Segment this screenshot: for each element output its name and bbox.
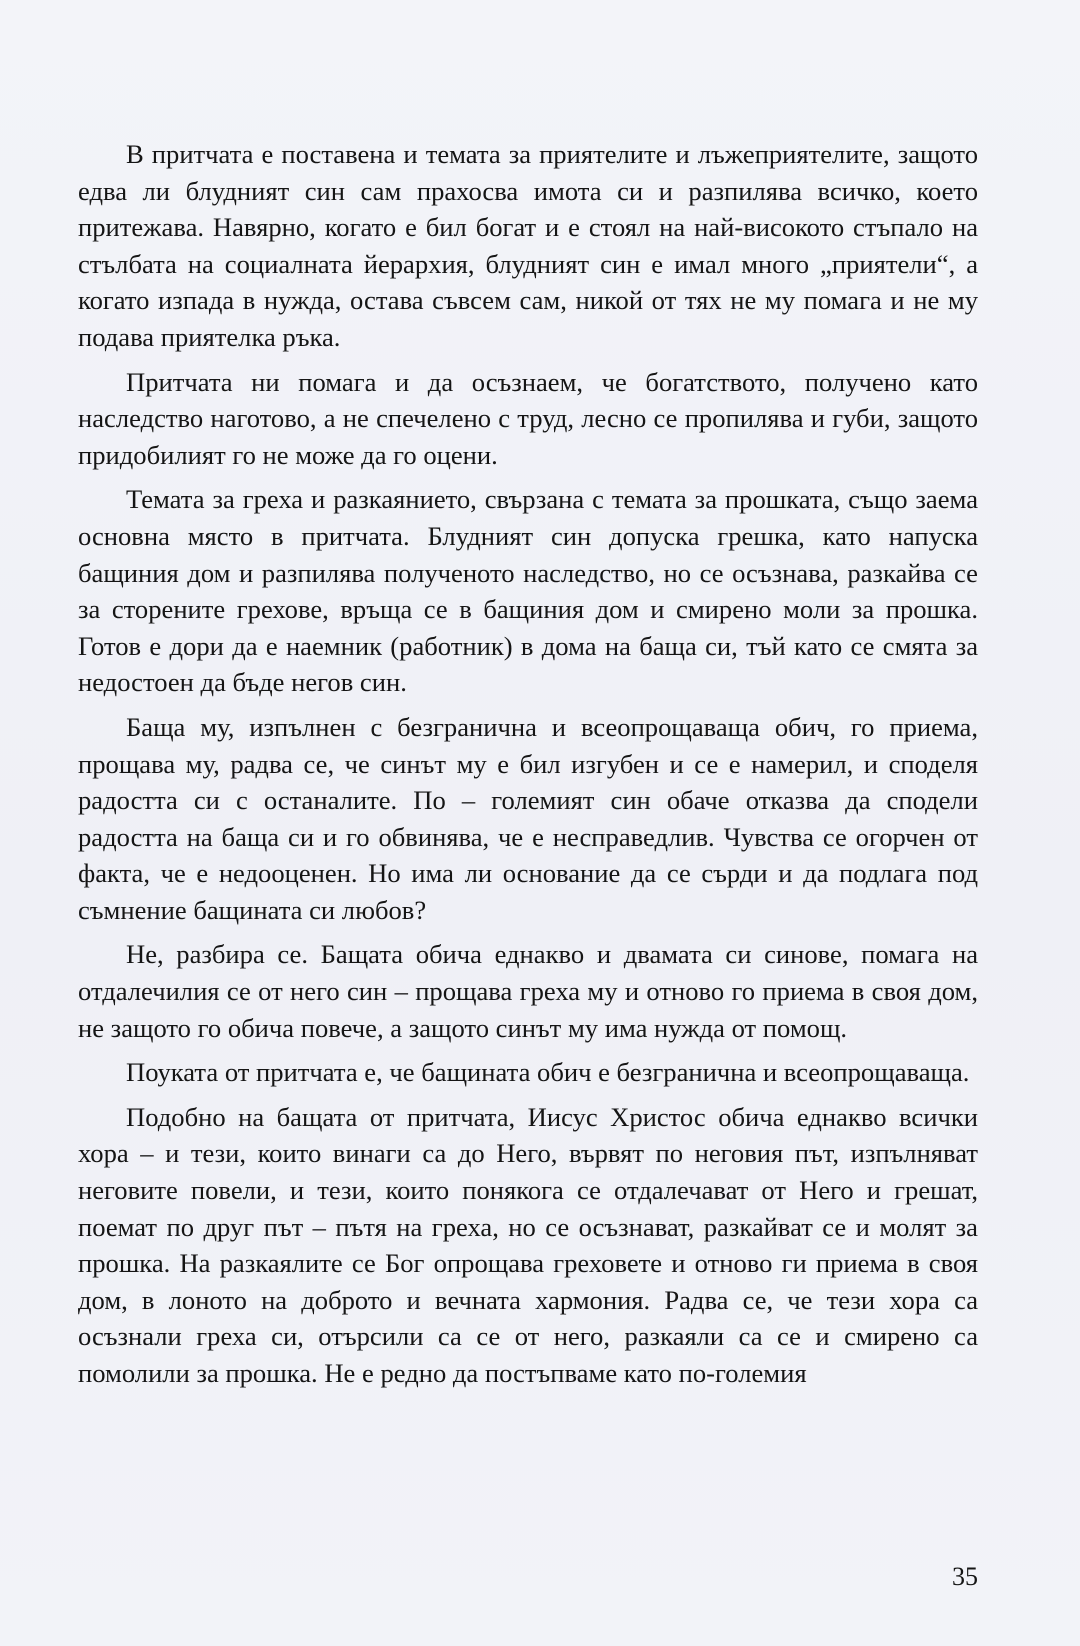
paragraph-6: Поуката от притчата е, че бащината обич е безгранична и всеопрощаваща. xyxy=(126,1057,970,1088)
body-text xyxy=(78,136,978,1400)
paragraph-2: Притчата ни помага и да осъзнаем, че богатството, получено като наследство наготово, а не спечелено с труд, лесно се пропилява и губи, защото придобилият го не може да го оцени. xyxy=(78,366,978,470)
paragraph-1: В притчата е поставена и темата за приятелите и лъжеприятелите, защото едва ли блудният син сам прахосва имота си и разпилява всичко, което притежава. Навярно, когато е бил богат и е стоял на най-високото стъпало на стълбата на социалната йерархия, блудният син е имал много „приятели“, а когато изпада в нужда, остава съвсем сам, никой от тях не му помага и не му подава приятелка ръка. xyxy=(78,139,978,352)
paragraph-7: Подобно на бащата от притчата, Иисус Христос обича еднакво всички хора – и тези, които винаги са до Него, вървят по неговия път, изпълняват неговите повели, и тези, които понякога се отдалечават от Него и грешат, поемат по друг път – пътя на греха, но се осъзнават, разкайват се и молят за прошка. На разкаялите се Бог опрощава греховете и отново ги приема в своя дом, в лоното на доброто и вечната хармония. Радва се, че тези хора са осъзнали греха си, отърсили са се от него, разкаяли са се и смирено са помолили за прошка. Не е редно да постъпваме като по-големия xyxy=(78,1101,978,1388)
paragraph-5: Не, разбира се. Бащата обича еднакво и двамата си синове, помага на отдалечилия се от него син – прощава греха му и отново го приема в своя дом, не защото го обича повече, а защото синът му има нужда от помощ. xyxy=(78,939,978,1043)
paragraph-3: Темата за греха и разкаянието, свързана с темата за прошката, също заема основна място в притчата. Блудният син допуска грешка, като напуска бащиния дом и разпилява полученото наследство, но се осъзнава, разкайва се за сторените грехове, връща се в бащиния дом и смирено моли за прошка. Готов е дори да е наемник (работник) в дома на баща си, тъй като се смята за недостоен да бъде негов син. xyxy=(78,484,978,698)
page-number: 35 xyxy=(952,1562,978,1591)
paragraph-4: Баща му, изпълнен с безгранична и всеопрощаваща обич, го приема, прощава му, радва се, че синът му е бил изгубен и се е намерил, и споделя радостта си с останалите. По – големият син обаче отказва да сподели радостта на баща си и го обвинява, че е несправедлив. Чувства се огорчен от факта, че е недооценен. Но има ли основание да се сърди и да подлага под съмнение бащината си любов? xyxy=(78,711,978,925)
